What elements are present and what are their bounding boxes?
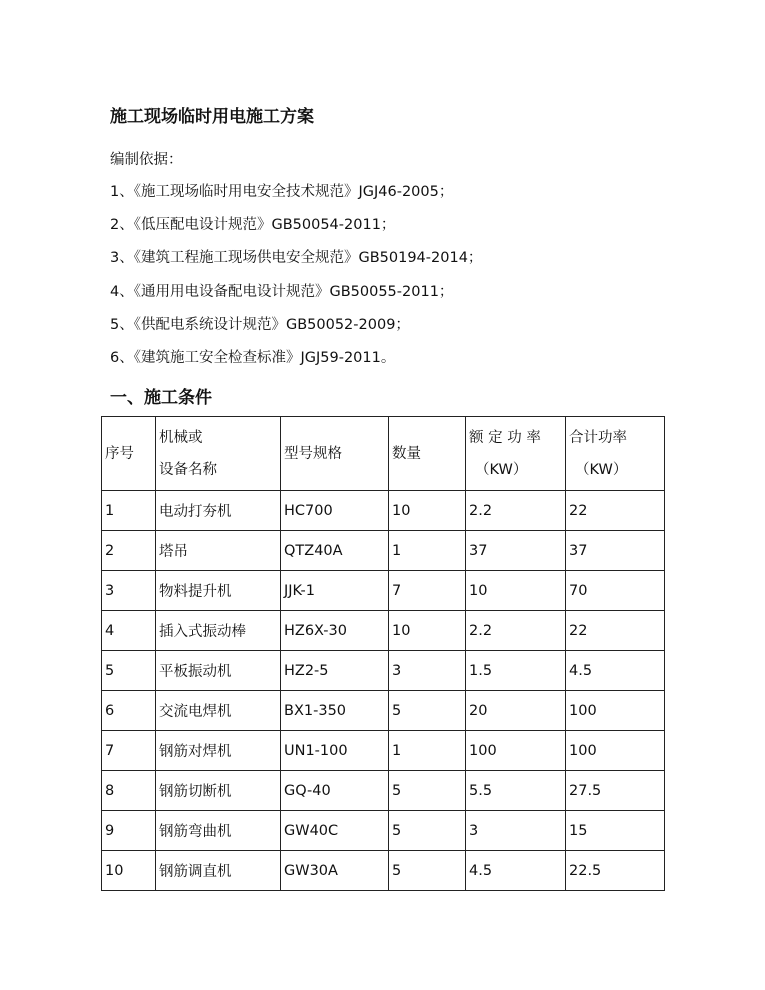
header-line: 额 定 功 率 bbox=[469, 429, 541, 446]
basis-item: 4、《通用用电设备配电设计规范》GB50055-2011； bbox=[110, 284, 454, 300]
cell-equipment-name: 钢筋对焊机 bbox=[156, 731, 281, 771]
cell-quantity: 1 bbox=[389, 531, 466, 571]
table-row bbox=[102, 811, 665, 851]
cell-equipment-name: 插入式振动棒 bbox=[156, 611, 281, 651]
table-row bbox=[102, 851, 665, 891]
cell-index: 2 bbox=[102, 531, 156, 571]
cell-model: GQ-40 bbox=[281, 771, 389, 811]
header-line: 设备名称 bbox=[159, 461, 217, 478]
cell-model: HZ6X-30 bbox=[281, 611, 389, 651]
cell-quantity: 1 bbox=[389, 731, 466, 771]
cell-total-power: 22 bbox=[566, 611, 665, 651]
header-total-power bbox=[566, 417, 665, 491]
cell-rated-power: 37 bbox=[466, 531, 566, 571]
table-row bbox=[102, 611, 665, 651]
cell-index: 9 bbox=[102, 811, 156, 851]
cell-index: 10 bbox=[102, 851, 156, 891]
header-model bbox=[281, 417, 389, 491]
cell-total-power: 37 bbox=[566, 531, 665, 571]
header-equipment-name bbox=[156, 417, 281, 491]
cell-quantity: 5 bbox=[389, 811, 466, 851]
basis-item: 3、《建筑工程施工现场供电安全规范》GB50194-2014； bbox=[110, 250, 483, 266]
header-quantity bbox=[389, 417, 466, 491]
cell-total-power: 70 bbox=[566, 571, 665, 611]
cell-model: GW40C bbox=[281, 811, 389, 851]
cell-total-power: 27.5 bbox=[566, 771, 665, 811]
cell-model: HZ2-5 bbox=[281, 651, 389, 691]
equipment-table bbox=[101, 416, 665, 891]
cell-rated-power: 2.2 bbox=[466, 491, 566, 531]
header-line: （KW） bbox=[575, 461, 628, 478]
cell-quantity: 10 bbox=[389, 611, 466, 651]
cell-rated-power: 2.2 bbox=[466, 611, 566, 651]
cell-total-power: 22 bbox=[566, 491, 665, 531]
cell-total-power: 22.5 bbox=[566, 851, 665, 891]
cell-rated-power: 4.5 bbox=[466, 851, 566, 891]
table-row bbox=[102, 771, 665, 811]
cell-equipment-name: 塔吊 bbox=[156, 531, 281, 571]
table-row bbox=[102, 531, 665, 571]
basis-item: 2、《低压配电设计规范》GB50054-2011； bbox=[110, 217, 396, 233]
cell-quantity: 7 bbox=[389, 571, 466, 611]
table-row bbox=[102, 731, 665, 771]
header-rated-power bbox=[466, 417, 566, 491]
cell-index: 6 bbox=[102, 691, 156, 731]
cell-quantity: 3 bbox=[389, 651, 466, 691]
cell-equipment-name: 钢筋弯曲机 bbox=[156, 811, 281, 851]
cell-equipment-name: 物料提升机 bbox=[156, 571, 281, 611]
cell-model: QTZ40A bbox=[281, 531, 389, 571]
table-row bbox=[102, 491, 665, 531]
cell-rated-power: 3 bbox=[466, 811, 566, 851]
header-line: （KW） bbox=[475, 461, 528, 478]
cell-model: BX1-350 bbox=[281, 691, 389, 731]
document-title: 施工现场临时用电施工方案 bbox=[110, 107, 314, 127]
cell-model: HC700 bbox=[281, 491, 389, 531]
table-row bbox=[102, 651, 665, 691]
cell-index: 3 bbox=[102, 571, 156, 611]
cell-total-power: 4.5 bbox=[566, 651, 665, 691]
cell-rated-power: 100 bbox=[466, 731, 566, 771]
cell-rated-power: 10 bbox=[466, 571, 566, 611]
header-line: 序号 bbox=[105, 445, 134, 462]
cell-index: 7 bbox=[102, 731, 156, 771]
header-line: 合计功率 bbox=[569, 429, 627, 446]
basis-label: 编制依据： bbox=[110, 152, 183, 168]
cell-equipment-name: 钢筋切断机 bbox=[156, 771, 281, 811]
cell-model: JJK-1 bbox=[281, 571, 389, 611]
header-line: 型号规格 bbox=[284, 445, 342, 462]
table-row bbox=[102, 571, 665, 611]
basis-item: 6、《建筑施工安全检查标准》JGJ59-2011。 bbox=[110, 350, 396, 366]
cell-rated-power: 20 bbox=[466, 691, 566, 731]
cell-quantity: 5 bbox=[389, 851, 466, 891]
cell-total-power: 100 bbox=[566, 691, 665, 731]
section-heading: 一、施工条件 bbox=[110, 388, 212, 408]
header-line: 数量 bbox=[392, 445, 421, 462]
basis-item: 5、《供配电系统设计规范》GB50052-2009； bbox=[110, 317, 410, 333]
cell-index: 4 bbox=[102, 611, 156, 651]
cell-total-power: 15 bbox=[566, 811, 665, 851]
cell-quantity: 5 bbox=[389, 771, 466, 811]
cell-quantity: 10 bbox=[389, 491, 466, 531]
header-line: 机械或 bbox=[159, 429, 203, 446]
cell-equipment-name: 钢筋调直机 bbox=[156, 851, 281, 891]
table-row bbox=[102, 691, 665, 731]
cell-index: 5 bbox=[102, 651, 156, 691]
cell-rated-power: 1.5 bbox=[466, 651, 566, 691]
cell-index: 1 bbox=[102, 491, 156, 531]
table-header-row bbox=[102, 417, 665, 491]
cell-total-power: 100 bbox=[566, 731, 665, 771]
cell-equipment-name: 交流电焊机 bbox=[156, 691, 281, 731]
cell-model: GW30A bbox=[281, 851, 389, 891]
basis-item: 1、《施工现场临时用电安全技术规范》JGJ46-2005； bbox=[110, 184, 454, 200]
cell-rated-power: 5.5 bbox=[466, 771, 566, 811]
header-index bbox=[102, 417, 156, 491]
cell-model: UN1-100 bbox=[281, 731, 389, 771]
cell-index: 8 bbox=[102, 771, 156, 811]
cell-quantity: 5 bbox=[389, 691, 466, 731]
cell-equipment-name: 平板振动机 bbox=[156, 651, 281, 691]
cell-equipment-name: 电动打夯机 bbox=[156, 491, 281, 531]
